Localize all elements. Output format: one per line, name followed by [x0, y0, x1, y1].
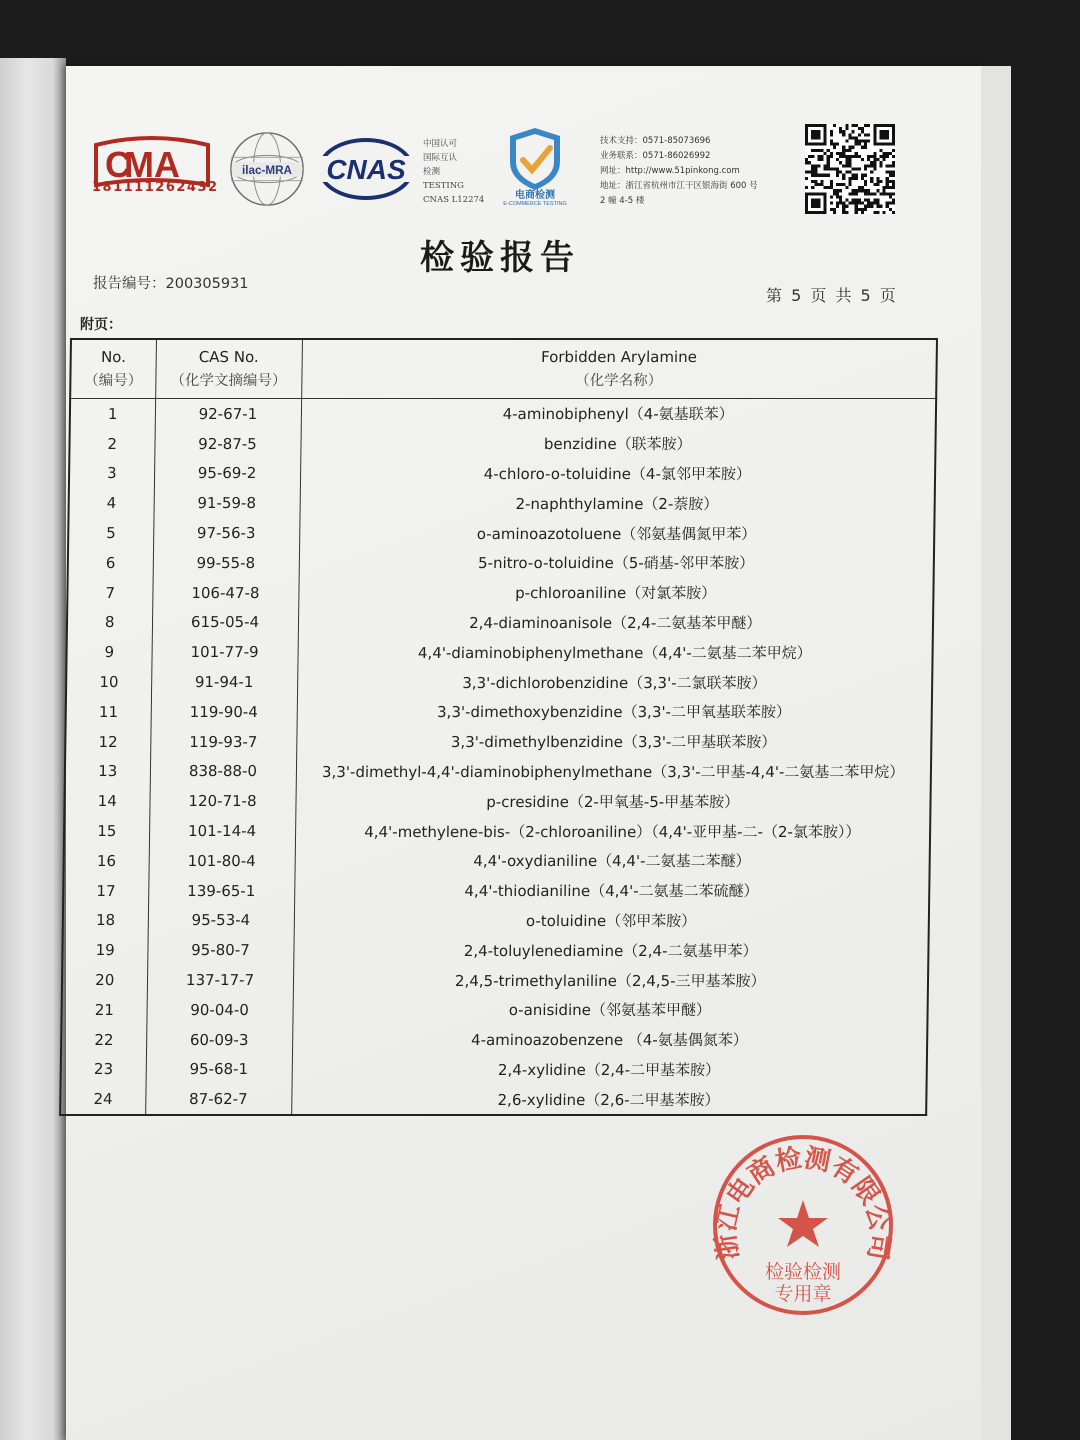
table-row: [61, 995, 927, 1025]
cas-number: 99-55-8: [153, 548, 299, 578]
table-header-row: [70, 339, 937, 399]
svg-text:CNAS: CNAS: [326, 154, 406, 185]
page-number: 第 5 页 共 5 页: [766, 286, 898, 305]
cas-number: 101-14-4: [149, 816, 295, 846]
cas-number: 90-04-0: [146, 995, 292, 1025]
table-row: [68, 518, 934, 548]
arylamine-table-wrap: [59, 338, 938, 1110]
row-number: 21: [61, 995, 146, 1025]
appendix-label: 附页：: [80, 317, 122, 333]
row-number: 11: [66, 697, 151, 727]
row-number: 5: [68, 518, 153, 548]
cas-number: 92-87-5: [154, 429, 300, 459]
row-number: 6: [68, 548, 153, 578]
qr-code: [805, 124, 895, 214]
cas-number: 87-62-7: [145, 1084, 291, 1115]
cas-number: 139-65-1: [148, 876, 294, 906]
table-row: [63, 876, 929, 906]
table-row: [65, 757, 931, 787]
table-row: [68, 488, 934, 518]
chemical-name: 3,3'-dichlorobenzidine（3,3'-二氯联苯胺）: [297, 667, 932, 697]
row-number: 3: [69, 459, 154, 489]
table-row: [62, 935, 928, 965]
row-number: 22: [61, 1025, 146, 1055]
ecommerce-testing-logo: [490, 124, 580, 206]
header-name: Forbidden Arylamine （化学名称）: [301, 339, 937, 399]
row-number: 24: [60, 1084, 145, 1115]
cnas-text: 中国认可 国际互认 检测 TESTING CNAS L12274: [423, 139, 485, 205]
cas-number: 838-88-0: [150, 757, 296, 787]
row-number: 20: [62, 965, 147, 995]
cas-number: 91-94-1: [151, 667, 297, 697]
chemical-name: 4,4'-methylene-bis-（2-chloroaniline）（4,4'-亚甲基-二-（2-氯苯胺））: [295, 816, 930, 846]
table-row: [67, 608, 933, 638]
cas-number: 101-77-9: [151, 637, 297, 667]
row-number: 12: [65, 727, 150, 757]
cas-number: 95-53-4: [148, 906, 294, 936]
cnas-logo: [316, 136, 416, 202]
chemical-name: 4,4'-diaminobiphenylmethane（4,4'-二氨基二苯甲烷）: [297, 637, 932, 667]
table-row: [65, 727, 931, 757]
table-row: [66, 637, 932, 667]
cas-number: 119-93-7: [150, 727, 296, 757]
table-row: [70, 399, 936, 429]
chemical-name: benzidine（联苯胺）: [300, 429, 935, 459]
chemical-name: 3,3'-dimethylbenzidine（3,3'-二甲基联苯胺）: [296, 727, 931, 757]
chemical-name: o-toluidine（邻甲苯胺）: [294, 906, 929, 936]
chemical-name: 5-nitro-o-toluidine（5-硝基-邻甲苯胺）: [299, 548, 934, 578]
official-seal: [708, 1130, 898, 1320]
row-number: 15: [64, 816, 149, 846]
table-row: [68, 548, 934, 578]
table-row: [66, 667, 932, 697]
cas-number: 97-56-3: [153, 518, 299, 548]
cas-number: 95-80-7: [147, 935, 293, 965]
chemical-name: p-chloroaniline（对氯苯胺）: [298, 578, 933, 608]
ecommerce-en-label: E-COMMERCE TESTING: [503, 201, 567, 206]
table-row: [60, 1084, 926, 1115]
address-line1: 地址：浙江省杭州市江干区银海街 600 号: [600, 181, 758, 191]
chemical-name: o-aminoazotoluene（邻氨基偶氮甲苯）: [299, 518, 934, 548]
table-row: [69, 429, 935, 459]
cas-number: 615-05-4: [152, 608, 298, 638]
chemical-name: 4-aminobiphenyl（4-氨基联苯）: [301, 399, 936, 429]
table-row: [63, 846, 929, 876]
cas-number: 119-90-4: [151, 697, 297, 727]
chemical-name: 2,4-diaminoanisole（2,4-二氨基苯甲醚）: [298, 608, 933, 638]
table-row: [69, 459, 935, 489]
chemical-name: 4,4'-thiodianiline（4,4'-二氨基二苯硫醚）: [294, 876, 929, 906]
tech-support: 技术支持：0571-85073696: [600, 136, 711, 146]
cas-number: 60-09-3: [146, 1025, 292, 1055]
address-line2: 2 幢 4-5 楼: [600, 196, 645, 206]
chemical-name: 2,4-toluylenediamine（2,4-二氨基甲苯）: [293, 935, 928, 965]
cas-number: 106-47-8: [152, 578, 298, 608]
row-number: 23: [61, 1055, 146, 1085]
row-number: 14: [64, 786, 149, 816]
table-row: [61, 1055, 927, 1085]
header-no: No. （编号）: [70, 339, 156, 399]
chemical-name: 2,4-xylidine（2,4-二甲基苯胺）: [292, 1055, 927, 1085]
svg-text:C: C: [105, 144, 131, 185]
table-row: [64, 816, 930, 846]
table-row: [66, 697, 932, 727]
row-number: 17: [63, 876, 148, 906]
chemical-name: o-anisidine（邻氨基苯甲醚）: [292, 995, 927, 1025]
chemical-name: 2,4,5-trimethylaniline（2,4,5-三甲基苯胺）: [293, 965, 928, 995]
row-number: 4: [68, 488, 153, 518]
row-number: 7: [67, 578, 152, 608]
cas-number: 95-68-1: [146, 1055, 292, 1085]
table-row: [61, 1025, 927, 1055]
chemical-name: 4-chloro-o-toluidine（4-氯邻甲苯胺）: [300, 459, 935, 489]
table-row: [63, 906, 929, 936]
header-cas: CAS No. （化学文摘编号）: [155, 339, 302, 399]
cas-number: 95-69-2: [154, 459, 300, 489]
cas-number: 101-80-4: [148, 846, 294, 876]
row-number: 16: [63, 846, 148, 876]
report-number: 报告编号：200305931: [93, 276, 249, 292]
table-row: [62, 965, 928, 995]
cas-number: 120-71-8: [149, 786, 295, 816]
website: 网址：http://www.51pinkong.com: [600, 166, 740, 176]
cas-number: 92-67-1: [155, 399, 301, 429]
row-number: 19: [62, 935, 147, 965]
chemical-name: p-cresidine（2-甲氧基-5-甲基苯胺）: [295, 786, 930, 816]
cas-number: 91-59-8: [153, 488, 299, 518]
seal-ring-text: 浙江电商检测有限公司: [711, 1143, 895, 1263]
cma-number: 181111262432: [92, 180, 219, 195]
row-number: 2: [69, 429, 154, 459]
chemical-name: 3,3'-dimethyl-4,4'-diaminobiphenylmethane（3,3'-二甲基-4,4'-二氨基二苯甲烷）: [296, 757, 931, 787]
chemical-name: 2-naphthylamine（2-萘胺）: [299, 488, 934, 518]
arylamine-table: [59, 338, 938, 1116]
chemical-name: 3,3'-dimethoxybenzidine（3,3'-二甲氧基联苯胺）: [297, 697, 932, 727]
chemical-name: 4,4'-oxydianiline（4,4'-二氨基二苯醚）: [294, 846, 929, 876]
cas-number: 137-17-7: [147, 965, 293, 995]
business-contact: 业务联系：0571-86026992: [600, 151, 711, 161]
chemical-name: 4-aminoazobenzene （4-氨基偶氮苯）: [292, 1025, 927, 1055]
chemical-name: 2,6-xylidine（2,6-二甲基苯胺）: [291, 1084, 926, 1115]
seal-line1: 检验检测: [764, 1261, 842, 1283]
svg-text:MA: MA: [124, 144, 180, 185]
ilac-mra-logo: [228, 130, 306, 208]
svg-text:ilac-MRA: ilac-MRA: [241, 163, 293, 177]
table-row: [64, 786, 930, 816]
row-number: 1: [70, 399, 155, 429]
ecommerce-label: 电商检测: [515, 190, 555, 201]
table-row: [67, 578, 933, 608]
row-number: 18: [63, 906, 148, 936]
row-number: 9: [66, 637, 151, 667]
seal-line2: 专用章: [774, 1283, 832, 1305]
row-number: 13: [65, 757, 150, 787]
row-number: 8: [67, 608, 152, 638]
contact-info: [600, 134, 758, 209]
page-title: 检验报告: [420, 238, 580, 278]
row-number: 10: [66, 667, 151, 697]
